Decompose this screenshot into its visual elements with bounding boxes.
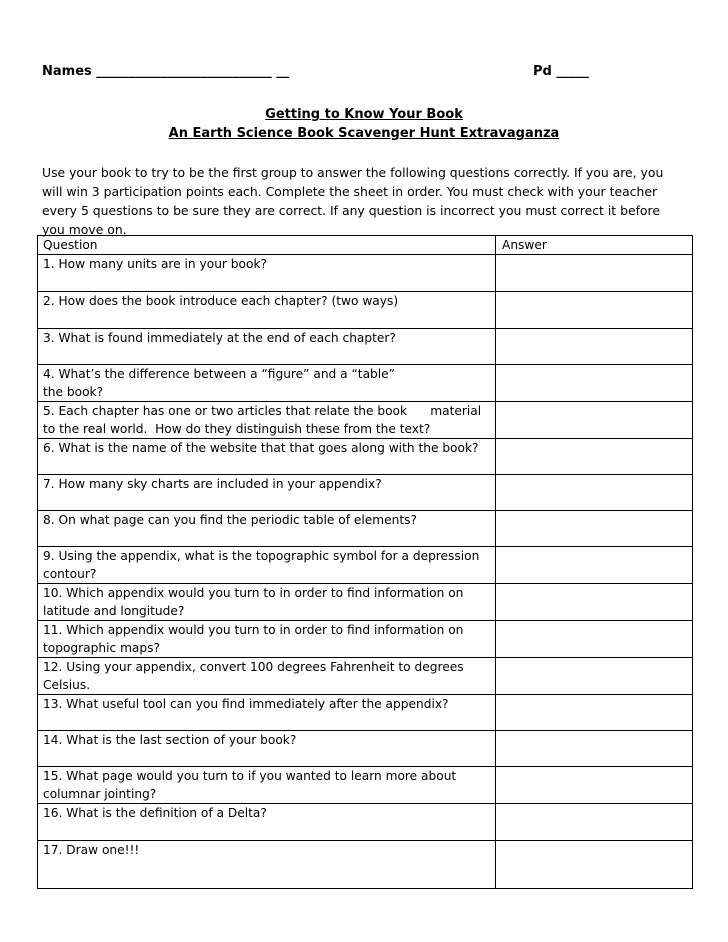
question-cell — [38, 841, 496, 889]
question-column-header: Question — [38, 236, 496, 255]
question-text: 5. Each chapter has one or two articles that relate the book material — [43, 404, 482, 418]
question-text-continued: Celsius. — [43, 678, 91, 692]
answer-cell[interactable] — [496, 731, 693, 767]
question-text: 3. What is found immediately at the end of each chapter? — [43, 331, 396, 345]
table-row — [38, 511, 693, 547]
table-row — [38, 365, 693, 402]
question-cell — [38, 511, 496, 547]
answer-cell[interactable] — [496, 767, 693, 804]
question-cell — [38, 767, 496, 804]
table-row — [38, 255, 693, 292]
worksheet-subtitle: An Earth Science Book Scavenger Hunt Extravaganza — [168, 126, 560, 141]
question-cell — [38, 731, 496, 767]
table-row — [38, 584, 693, 621]
answer-cell[interactable] — [496, 584, 693, 621]
question-text: 9. Using the appendix, what is the topographic symbol for a depression — [43, 549, 480, 563]
question-cell — [38, 365, 496, 402]
question-cell — [38, 621, 496, 658]
table-row — [38, 658, 693, 695]
table-row — [38, 695, 693, 731]
question-text-continued: columnar jointing? — [43, 787, 157, 801]
table-row — [38, 547, 693, 584]
answer-cell[interactable] — [496, 695, 693, 731]
table-row — [38, 329, 693, 365]
question-text-continued: topographic maps? — [43, 641, 160, 655]
answer-cell[interactable] — [496, 329, 693, 365]
table-row — [38, 402, 693, 439]
answer-cell[interactable] — [496, 621, 693, 658]
question-cell — [38, 255, 496, 292]
question-text: 8. On what page can you find the periodic table of elements? — [43, 513, 417, 527]
answer-cell[interactable] — [496, 402, 693, 439]
question-text: 2. How does the book introduce each chapter? (two ways) — [43, 294, 399, 308]
names-field-label: Names ___________________________ __ — [42, 64, 290, 79]
answer-cell[interactable] — [496, 804, 693, 841]
answer-cell[interactable] — [496, 255, 693, 292]
question-text-continued: to the real world. How do they distinguish these from the text? — [43, 422, 431, 436]
question-cell — [38, 695, 496, 731]
question-cell — [38, 658, 496, 695]
question-text: 15. What page would you turn to if you wanted to learn more about — [43, 769, 457, 783]
question-cell — [38, 584, 496, 621]
answer-cell[interactable] — [496, 511, 693, 547]
answer-cell[interactable] — [496, 547, 693, 584]
question-text-continued: contour? — [43, 567, 97, 581]
table-row — [38, 475, 693, 511]
instructions-paragraph: Use your book to try to be the first group to answer the following questions correctly. If you are, you will win 3 participation points each. Complete the sheet in order. You must check with your teacher every 5 questions to be sure they are correct. If any question is incorrect you must correct it before you move on. — [42, 165, 664, 237]
table-row — [38, 841, 693, 889]
question-cell — [38, 804, 496, 841]
table-row — [38, 767, 693, 804]
answer-column-header: Answer — [496, 236, 693, 255]
question-text: 14. What is the last section of your book? — [43, 733, 297, 747]
question-text: 13. What useful tool can you find immediately after the appendix? — [43, 697, 449, 711]
answer-cell[interactable] — [496, 475, 693, 511]
question-cell — [38, 292, 496, 329]
question-cell — [38, 547, 496, 584]
answer-cell[interactable] — [496, 439, 693, 475]
question-text: 12. Using your appendix, convert 100 degrees Fahrenheit to degrees — [43, 660, 464, 674]
table-row — [38, 439, 693, 475]
question-cell — [38, 475, 496, 511]
question-text: 6. What is the name of the website that that goes along with the book? — [43, 441, 479, 455]
answer-cell[interactable] — [496, 292, 693, 329]
question-table — [37, 235, 693, 889]
period-field-label: Pd _____ — [533, 64, 589, 79]
table-row — [38, 621, 693, 658]
question-text-continued: latitude and longitude? — [43, 604, 185, 618]
answer-cell[interactable] — [496, 841, 693, 889]
question-cell — [38, 439, 496, 475]
answer-cell[interactable] — [496, 658, 693, 695]
question-text: 16. What is the definition of a Delta? — [43, 806, 267, 820]
table-row — [38, 804, 693, 841]
question-cell — [38, 402, 496, 439]
table-row — [38, 292, 693, 329]
question-text: 4. What’s the difference between a “figure” and a “table” — [43, 367, 395, 381]
worksheet-title: Getting to Know Your Book — [265, 107, 463, 122]
question-text-continued: the book? — [43, 385, 104, 399]
question-text: 11. Which appendix would you turn to in order to find information on — [43, 623, 464, 637]
question-cell — [38, 329, 496, 365]
question-text: 7. How many sky charts are included in your appendix? — [43, 477, 382, 491]
question-text: 10. Which appendix would you turn to in order to find information on — [43, 586, 464, 600]
table-row — [38, 731, 693, 767]
question-text: 17. Draw one!!! — [43, 843, 140, 857]
question-text: 1. How many units are in your book? — [43, 257, 267, 271]
answer-cell[interactable] — [496, 365, 693, 402]
table-header-row — [38, 236, 693, 255]
